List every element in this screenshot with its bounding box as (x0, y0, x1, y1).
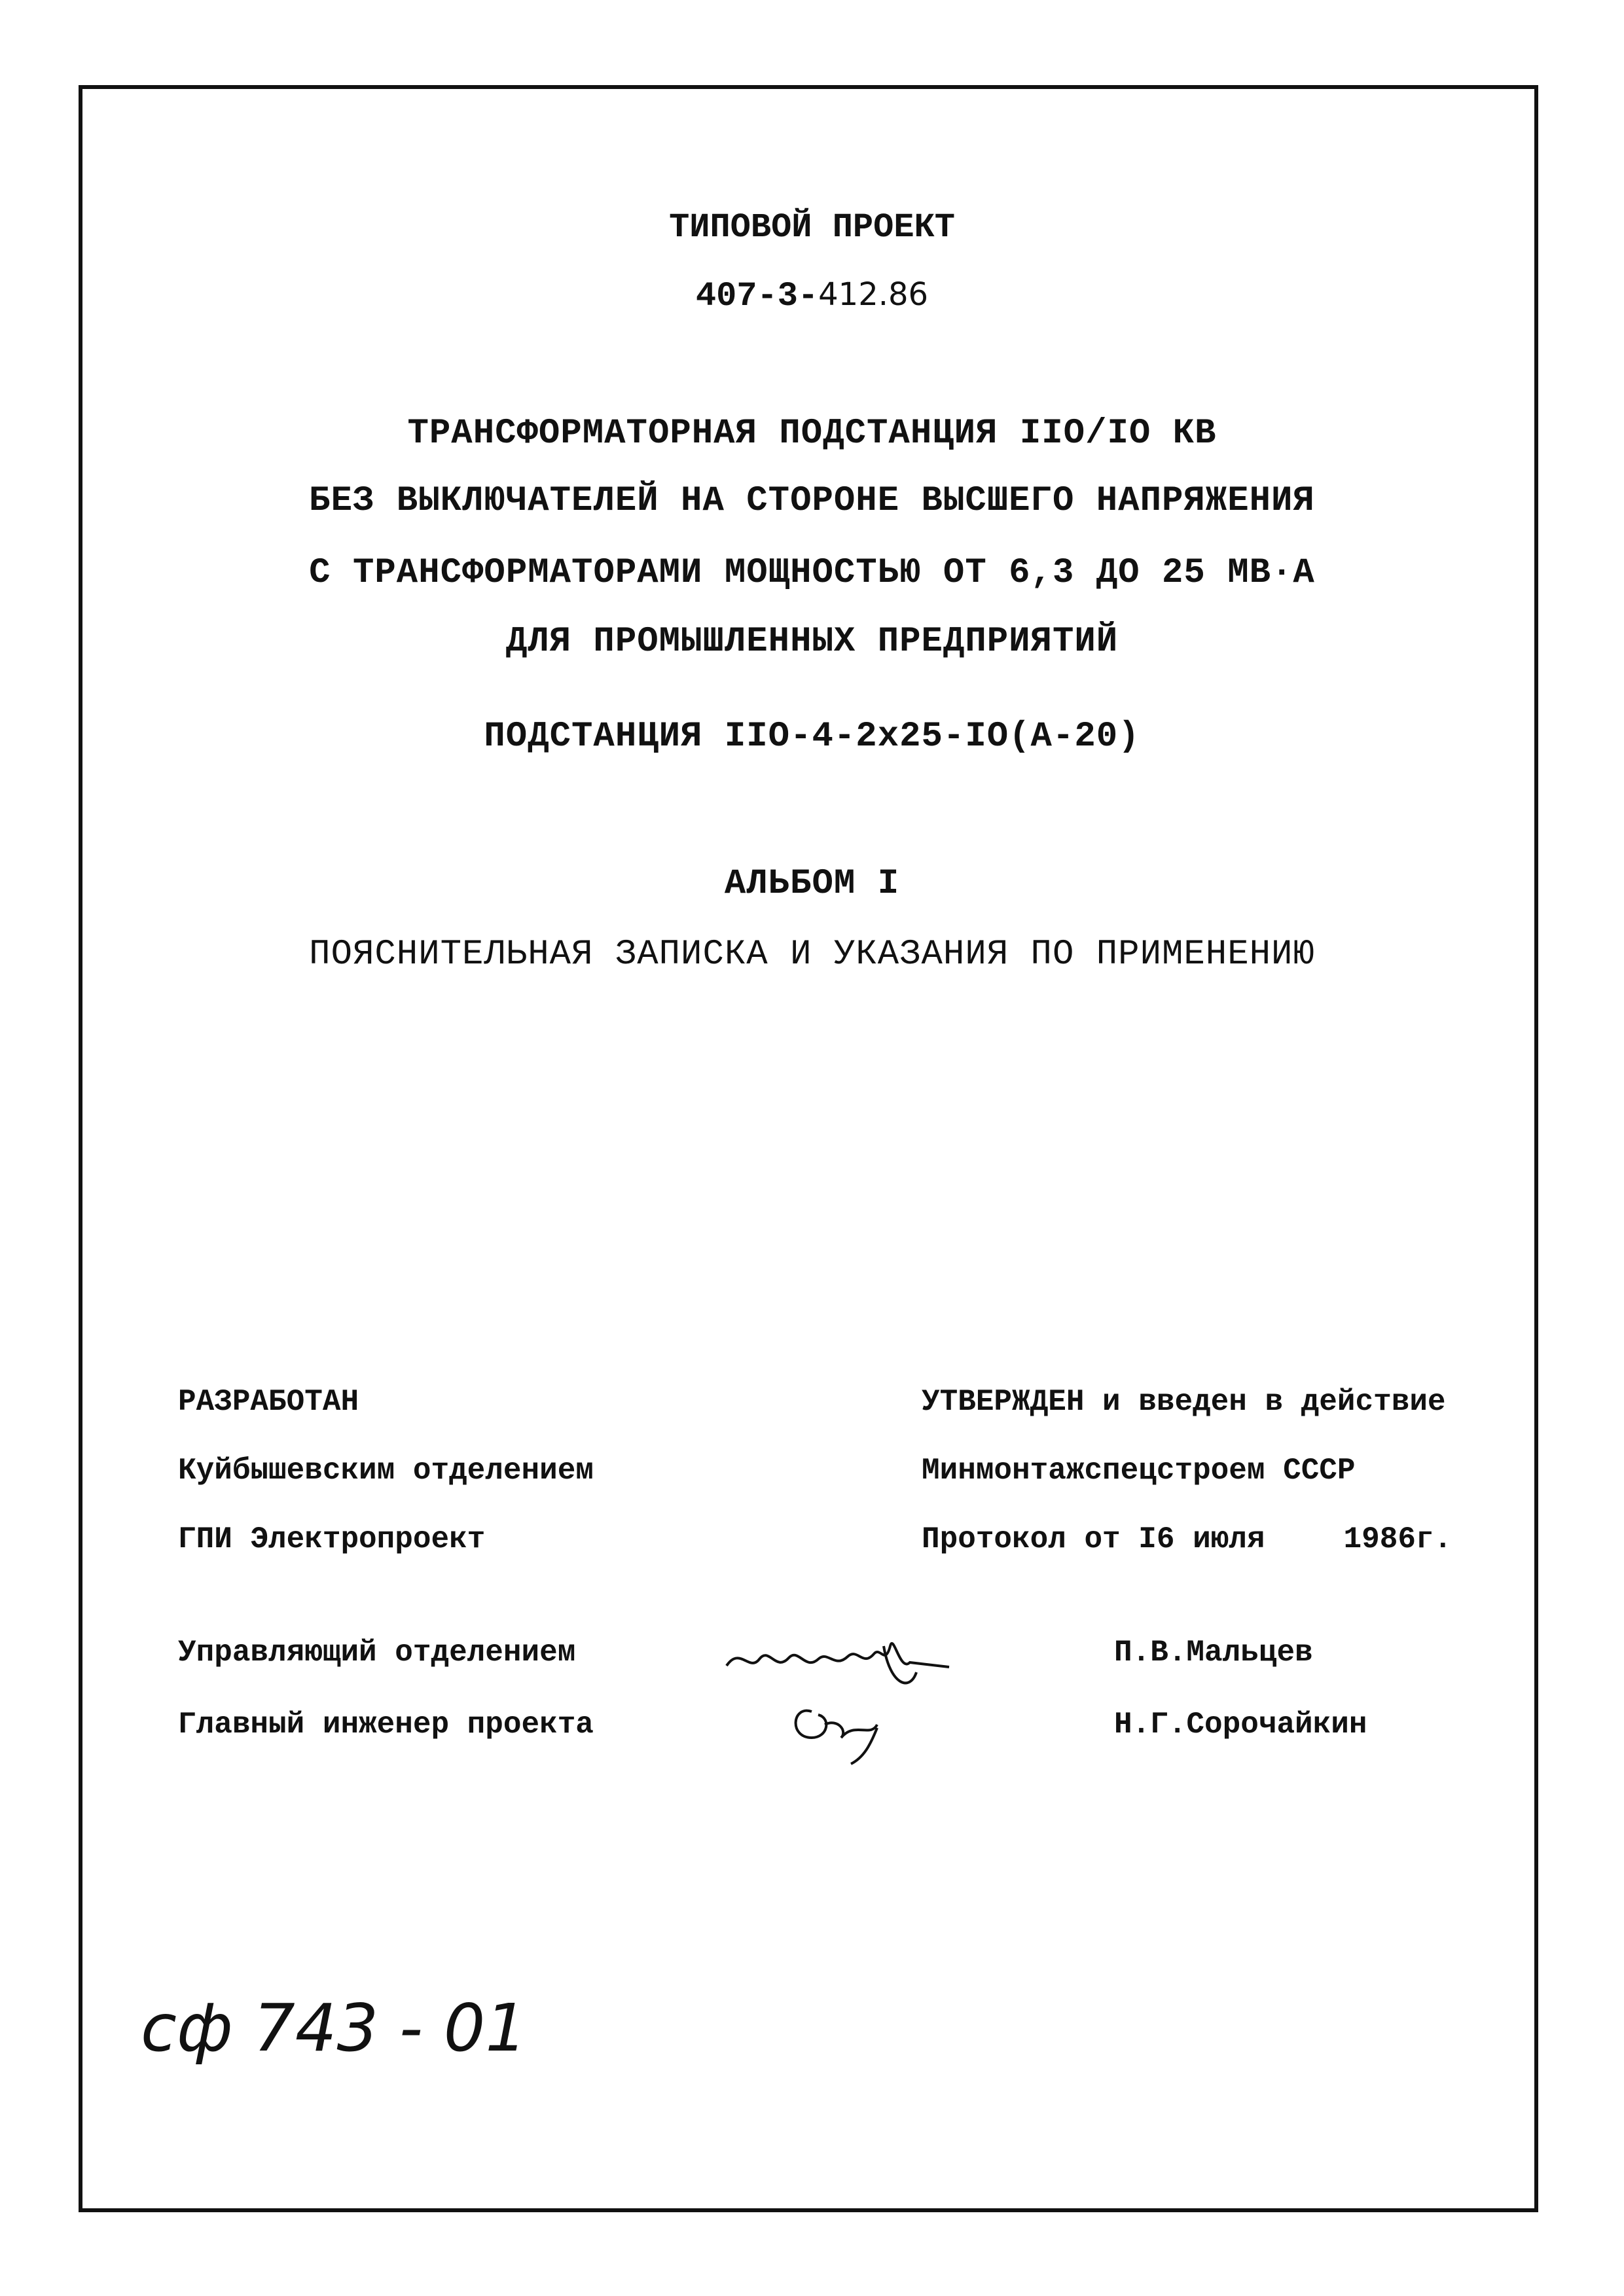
signature-2 (796, 1711, 877, 1764)
project-code-printed: 407-3- (695, 277, 819, 315)
title-line-3: С ТРАНСФОРМАТОРАМИ МОЩНОСТЬЮ ОТ 6,3 ДО 25 МВ·А (309, 553, 1315, 593)
handwritten-signatures (713, 1607, 1041, 1777)
developed-line-2: ГПИ Электропроект (178, 1522, 486, 1556)
album-subtitle: ПОЯСНИТЕЛЬНАЯ ЗАПИСКА И УКАЗАНИЯ ПО ПРИМЕНЕНИЮ (309, 935, 1315, 975)
project-code (0, 276, 1624, 315)
name-chief-engineer: Н.Г.Сорочайкин (1114, 1708, 1367, 1742)
title-line-1: ТРАНСФОРМАТОРНАЯ ПОДСТАНЦИЯ IIO/IO КВ (407, 414, 1217, 454)
title-line-4: ДЛЯ ПРОМЫШЛЕННЫХ ПРЕДПРИЯТИЙ (505, 622, 1119, 662)
album-label: АЛЬБОМ I (724, 864, 900, 904)
approved-line-2 (922, 1505, 1452, 1574)
page-border (79, 85, 1538, 2212)
name-manager: П.В.Мальцев (1114, 1636, 1313, 1670)
role-chief-engineer: Главный инженер проекта (178, 1708, 594, 1742)
project-type: ТИПОВОЙ ПРОЕКТ (669, 208, 955, 247)
developed-block (178, 1368, 594, 1574)
title-line-2: БЕЗ ВЫКЛЮЧАТЕЛЕЙ НА СТОРОНЕ ВЫСШЕГО НАПРЯЖЕНИЯ (309, 481, 1315, 521)
signature-1 (727, 1643, 949, 1667)
signatory-names (1114, 1617, 1367, 1761)
developed-line-1: Куйбышевским отделением (178, 1454, 594, 1488)
approved-heading: УТВЕРЖДЕН и введен в действие (922, 1385, 1446, 1419)
substation-title: ПОДСТАНЦИЯ IIO-4-2x25-IO(A-20) (484, 717, 1140, 757)
signatory-roles (178, 1617, 594, 1761)
role-manager: Управляющий отделением (178, 1636, 576, 1670)
approved-protocol: Протокол от I6 июля (922, 1522, 1265, 1556)
approved-year: 1986г. (1343, 1522, 1453, 1556)
project-code-handwritten: 412.86 (818, 276, 929, 313)
archive-stamp: сф 743 - 01 (141, 1990, 528, 2066)
approved-line-1: Минмонтажспецстроем СССР (922, 1454, 1356, 1488)
approved-block (922, 1368, 1452, 1574)
developed-heading: РАЗРАБОТАН (178, 1385, 359, 1419)
